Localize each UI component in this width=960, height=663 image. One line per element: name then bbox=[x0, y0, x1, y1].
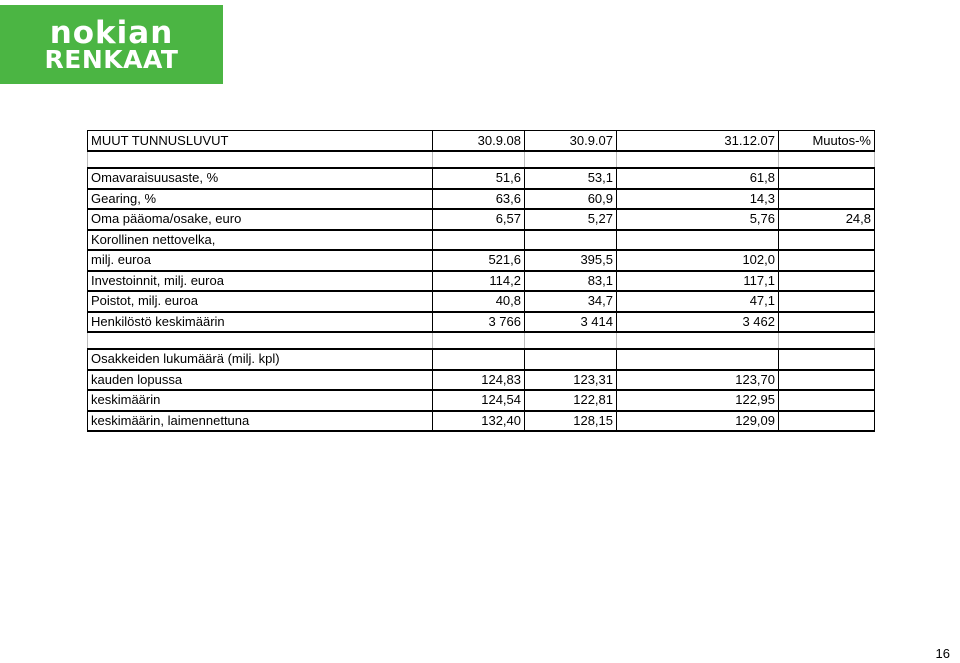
logo-line-2: RENKAAT bbox=[44, 45, 179, 74]
cell-value: 6,57 bbox=[433, 209, 525, 230]
cell-value bbox=[779, 250, 875, 271]
cell-value: 83,1 bbox=[525, 271, 617, 292]
spacer-row bbox=[88, 151, 875, 168]
cell-value: 124,54 bbox=[433, 390, 525, 411]
cell-value: 128,15 bbox=[525, 411, 617, 432]
cell-value: 47,1 bbox=[617, 291, 779, 312]
column-header: 30.9.08 bbox=[433, 131, 525, 152]
logo-line-1: nokian bbox=[49, 15, 174, 51]
cell-value: 129,09 bbox=[617, 411, 779, 432]
row-label: keskimäärin bbox=[88, 390, 433, 411]
table-row bbox=[88, 312, 875, 333]
shares-heading: Osakkeiden lukumäärä (milj. kpl) bbox=[88, 349, 433, 370]
cell-value: 5,27 bbox=[525, 209, 617, 230]
cell-value: 24,8 bbox=[779, 209, 875, 230]
table-title: MUUT TUNNUSLUVUT bbox=[88, 131, 433, 152]
cell-value: 102,0 bbox=[617, 250, 779, 271]
row-label: Gearing, % bbox=[88, 189, 433, 210]
cell-value bbox=[779, 312, 875, 333]
cell-value bbox=[779, 390, 875, 411]
cell-value: 132,40 bbox=[433, 411, 525, 432]
nokian-renkaat-logo bbox=[0, 5, 223, 84]
row-label: Investoinnit, milj. euroa bbox=[88, 271, 433, 292]
page-number: 16 bbox=[935, 646, 950, 661]
column-header: 31.12.07 bbox=[617, 131, 779, 152]
cell-value: 395,5 bbox=[525, 250, 617, 271]
cell-value bbox=[433, 230, 525, 251]
row-label: milj. euroa bbox=[88, 250, 433, 271]
cell-value bbox=[779, 230, 875, 251]
cell-value: 123,31 bbox=[525, 370, 617, 391]
cell-value bbox=[779, 370, 875, 391]
table-row bbox=[88, 271, 875, 292]
row-label: Oma pääoma/osake, euro bbox=[88, 209, 433, 230]
cell-value bbox=[779, 411, 875, 432]
table-row bbox=[88, 189, 875, 210]
table-row bbox=[88, 291, 875, 312]
column-header: 30.9.07 bbox=[525, 131, 617, 152]
cell-value: 3 414 bbox=[525, 312, 617, 333]
table-row bbox=[88, 370, 875, 391]
table-row bbox=[88, 411, 875, 432]
cell-value: 53,1 bbox=[525, 168, 617, 189]
table-row bbox=[88, 230, 875, 251]
cell-value: 123,70 bbox=[617, 370, 779, 391]
cell-value bbox=[617, 230, 779, 251]
cell-value: 3 766 bbox=[433, 312, 525, 333]
cell-value bbox=[779, 271, 875, 292]
spacer-row bbox=[88, 332, 875, 349]
row-label: Henkilöstö keskimäärin bbox=[88, 312, 433, 333]
cell-value: 51,6 bbox=[433, 168, 525, 189]
table-row bbox=[88, 209, 875, 230]
cell-value: 122,95 bbox=[617, 390, 779, 411]
cell-value: 122,81 bbox=[525, 390, 617, 411]
cell-value bbox=[779, 189, 875, 210]
cell-value: 34,7 bbox=[525, 291, 617, 312]
cell-value bbox=[525, 230, 617, 251]
table-header-row bbox=[88, 131, 875, 152]
cell-value: 40,8 bbox=[433, 291, 525, 312]
key-figures-table bbox=[87, 130, 875, 432]
cell-value: 14,3 bbox=[617, 189, 779, 210]
row-label: Omavaraisuusaste, % bbox=[88, 168, 433, 189]
row-label: Korollinen nettovelka, bbox=[88, 230, 433, 251]
cell-value: 3 462 bbox=[617, 312, 779, 333]
table-row bbox=[88, 390, 875, 411]
cell-value: 114,2 bbox=[433, 271, 525, 292]
column-header: Muutos-% bbox=[779, 131, 875, 152]
cell-value: 5,76 bbox=[617, 209, 779, 230]
row-label: Poistot, milj. euroa bbox=[88, 291, 433, 312]
table-row bbox=[88, 168, 875, 189]
cell-value: 60,9 bbox=[525, 189, 617, 210]
cell-value bbox=[779, 291, 875, 312]
cell-value: 63,6 bbox=[433, 189, 525, 210]
cell-value bbox=[779, 168, 875, 189]
cell-value: 117,1 bbox=[617, 271, 779, 292]
cell-value: 61,8 bbox=[617, 168, 779, 189]
row-label: keskimäärin, laimennettuna bbox=[88, 411, 433, 432]
table-row bbox=[88, 250, 875, 271]
shares-heading-row bbox=[88, 349, 875, 370]
row-label: kauden lopussa bbox=[88, 370, 433, 391]
cell-value: 521,6 bbox=[433, 250, 525, 271]
cell-value: 124,83 bbox=[433, 370, 525, 391]
